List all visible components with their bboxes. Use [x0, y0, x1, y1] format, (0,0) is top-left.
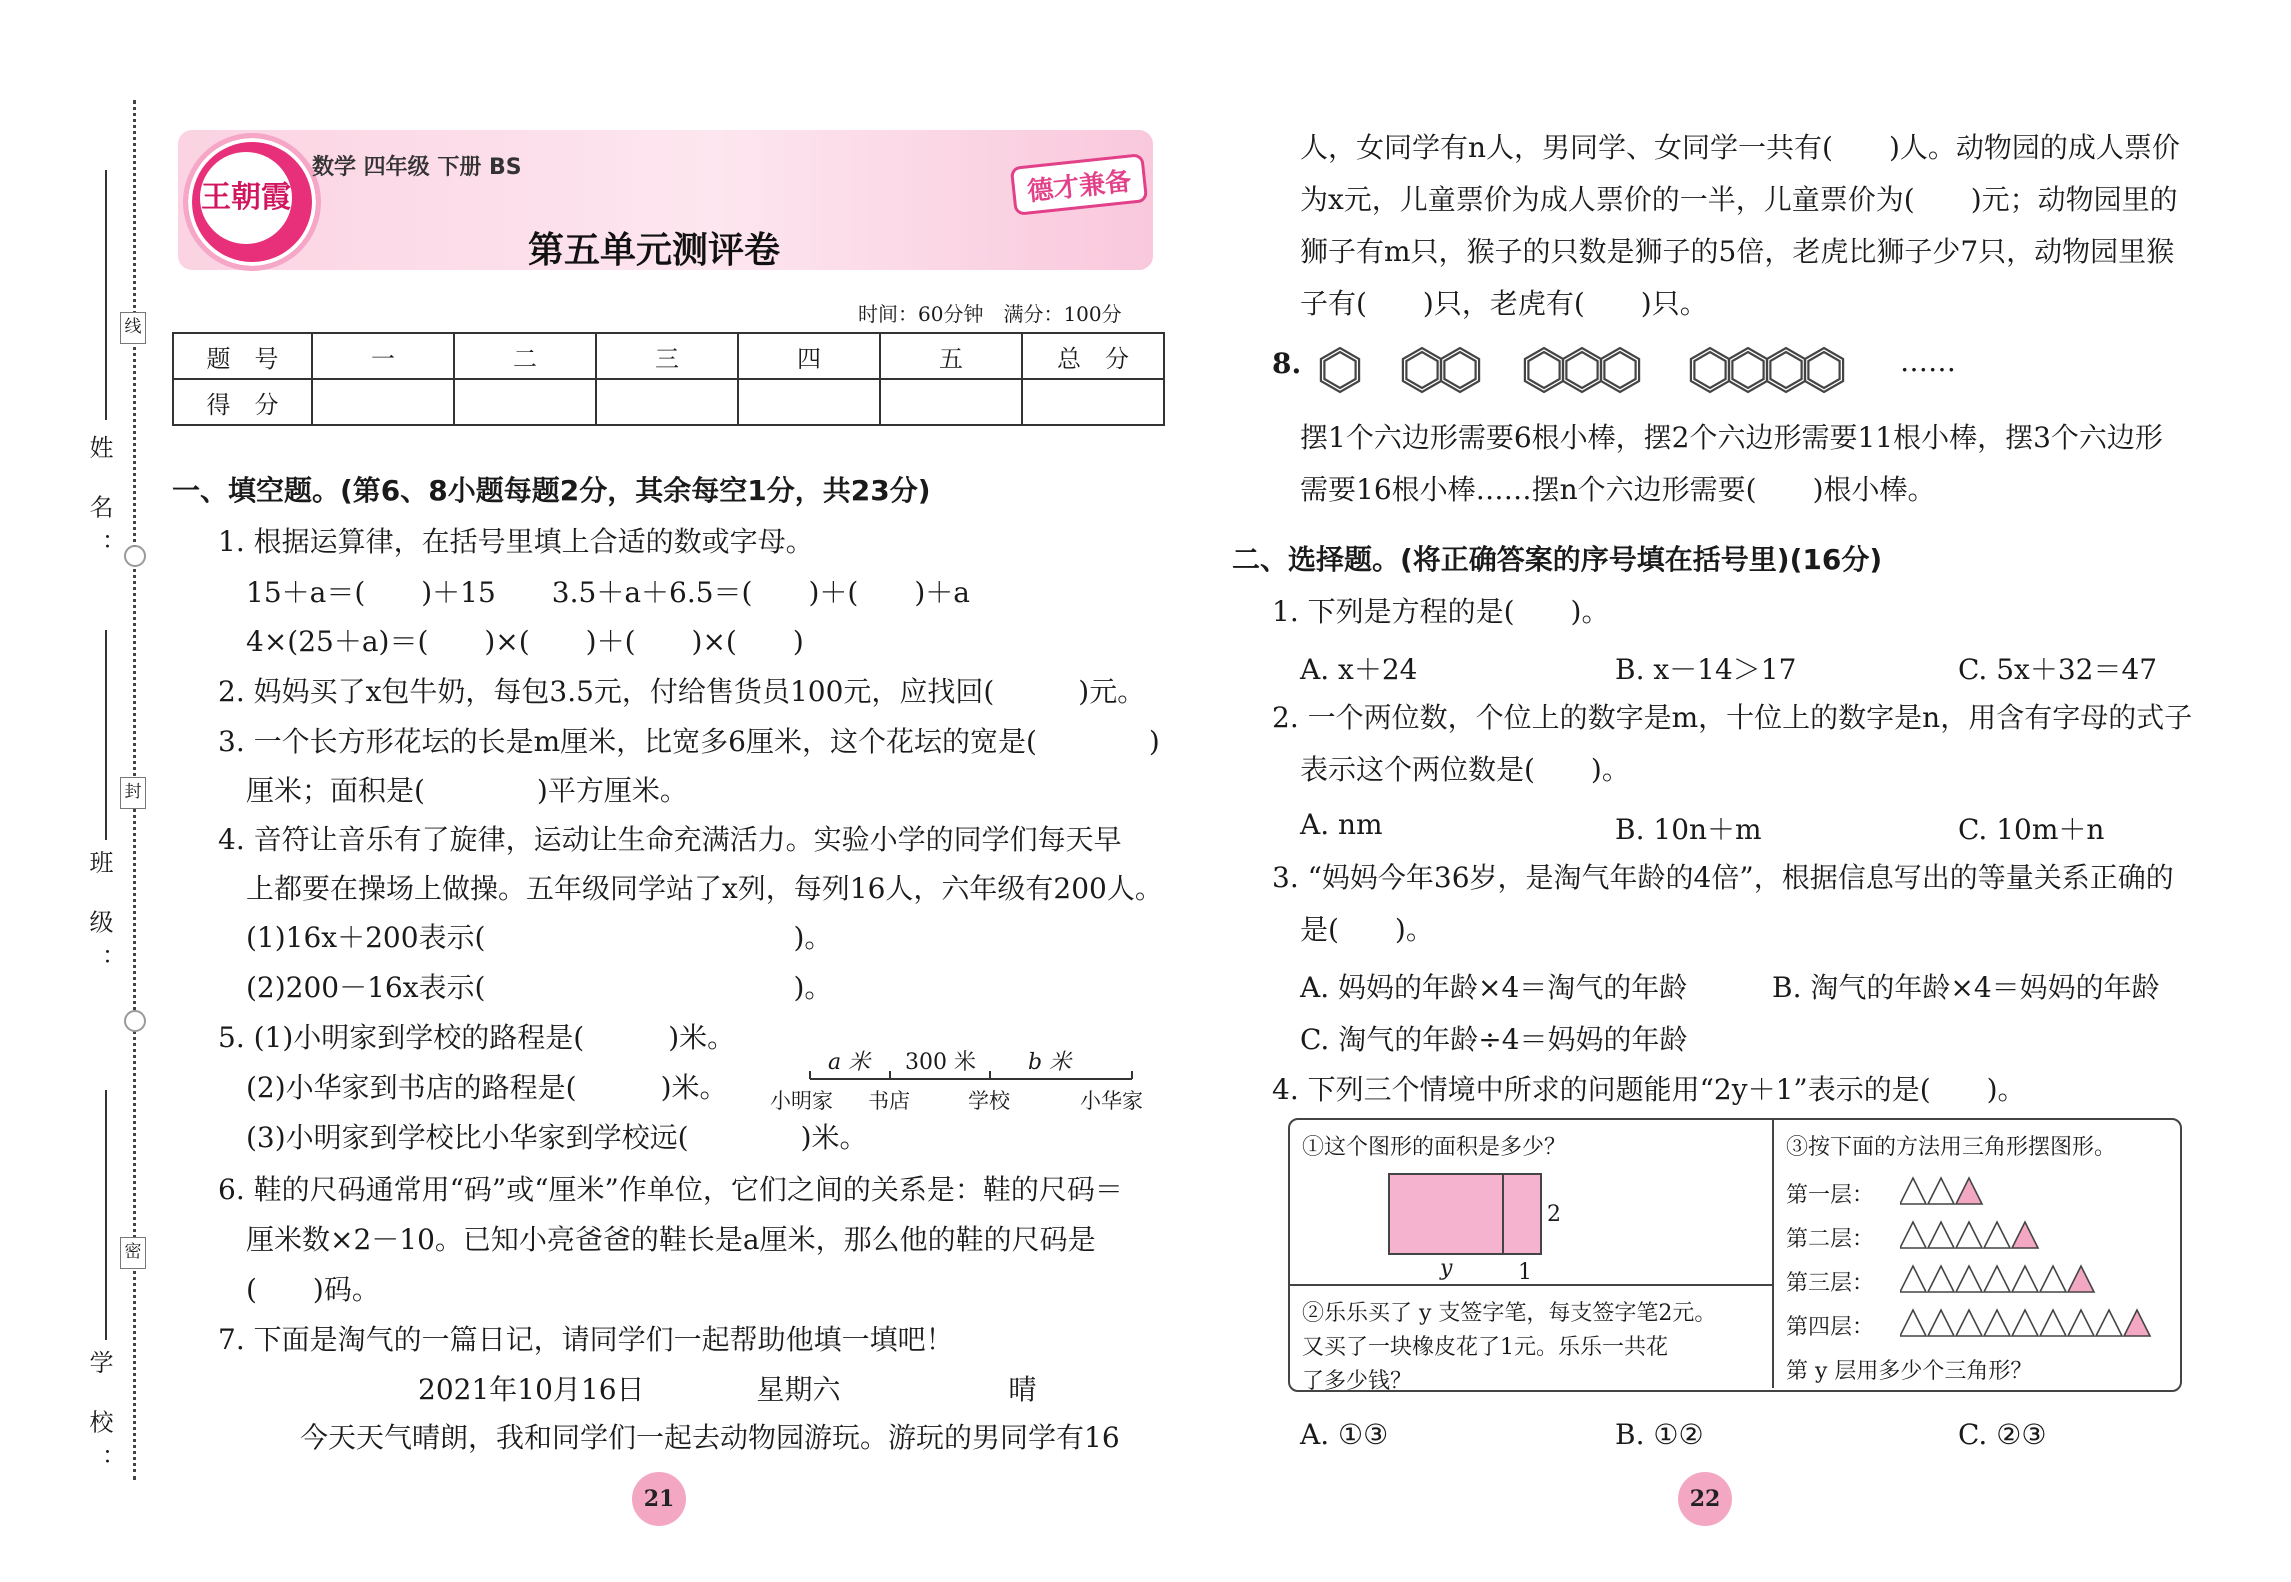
- layer-3-label: 第三层：: [1786, 1271, 1875, 1296]
- hexagon-inner: [1444, 352, 1475, 388]
- c1-stem: 1. 下列是方程的是( )。: [1272, 595, 1610, 628]
- q5-sub-3: (3)小明家到学校比小华家到学校远( )米。: [246, 1121, 868, 1154]
- c1-option-c[interactable]: C. 5x＋32＝47: [1958, 653, 2158, 686]
- section-2-heading: 二、选择题。(将正确答案的序号填在括号里)(16分): [1232, 543, 1883, 576]
- c1-option-a[interactable]: A. x＋24: [1300, 653, 1418, 686]
- class-line: [105, 630, 107, 840]
- box-divider-vertical: [1772, 1120, 1774, 1388]
- score-input-cell[interactable]: [596, 379, 738, 425]
- page-number: 21: [632, 1472, 686, 1526]
- layer-1-label: 第一层：: [1786, 1183, 1875, 1208]
- q2: 2. 妈妈买了x包牛奶，每包3.5元，付给售货员100元，应找回( )元。: [218, 675, 1146, 708]
- hexagon-inner: [1324, 352, 1355, 388]
- school-label: 学 校：: [85, 1350, 113, 1486]
- hexagon-sequence: [1300, 342, 1880, 398]
- triangle: [2012, 1222, 2038, 1248]
- layer-2-label: 第二层：: [1786, 1227, 1875, 1252]
- q6-line-b: 厘米数×2－10。已知小亮爸爸的鞋长是a厘米，那么他的鞋的尺码是: [246, 1223, 1096, 1256]
- table-cell: 题 号: [173, 333, 312, 379]
- hexagon: [1805, 348, 1843, 392]
- table-cell: 二: [454, 333, 596, 379]
- table-cell: 三: [596, 333, 738, 379]
- q5-sub-1: 5. (1)小明家到学校的路程是( )米。: [218, 1021, 736, 1054]
- table-cell: 总 分: [1022, 333, 1164, 379]
- c2-line-a: 2. 一个两位数，个位上的数字是m，十位上的数字是n，用含有字母的式子: [1272, 701, 2193, 734]
- situation-2-line-b: 又买了一块橡皮花了1元。乐乐一共花: [1302, 1335, 1668, 1360]
- school-line: [105, 1090, 107, 1340]
- diary-cont-3: 狮子有m只，猴子的只数是狮子的5倍，老虎比狮子少7只，动物园里猴: [1300, 235, 2175, 268]
- table-cell: 一: [312, 333, 454, 379]
- table-row: [173, 379, 1164, 425]
- hexagon: [1767, 348, 1805, 392]
- hexagon-inner: [1694, 352, 1725, 388]
- situation-2-line-c: 了多少钱？: [1302, 1369, 1413, 1394]
- subject-line: 数学 四年级 下册 BS: [312, 155, 522, 180]
- hexagon: [1403, 348, 1441, 392]
- page-title: 第五单元测评卷: [528, 230, 781, 271]
- binding-ring: [124, 1010, 146, 1032]
- segment-b-label: b 米: [1028, 1050, 1072, 1075]
- tag-feng: 封: [120, 777, 146, 809]
- tag-xian: 线: [120, 312, 146, 344]
- triangle: [1956, 1266, 1982, 1292]
- segment-mid-label: 300 米: [905, 1050, 976, 1075]
- brand-name: 王朝霞: [200, 152, 292, 244]
- c4-option-a[interactable]: A. ①③: [1300, 1418, 1389, 1451]
- place-xiaoming-home: 小明家: [770, 1089, 833, 1113]
- score-input-cell[interactable]: [312, 379, 454, 425]
- q8-line-a: 摆1个六边形需要6根小棒，摆2个六边形需要11根小棒，摆3个六边形: [1300, 421, 2163, 454]
- c2-option-b[interactable]: B. 10n＋m: [1615, 813, 1762, 846]
- hexagon-inner: [1528, 352, 1559, 388]
- tag-mi: 密: [120, 1237, 146, 1269]
- score-input-cell[interactable]: [880, 379, 1022, 425]
- c3-option-a[interactable]: A. 妈妈的年龄×4＝淘气的年龄: [1300, 971, 1688, 1004]
- hexagon: [1441, 348, 1479, 392]
- situation-2-line-a: ②乐乐买了 y 支签字笔，每支签字笔2元。: [1302, 1301, 1717, 1326]
- triangle: [1928, 1266, 1954, 1292]
- c4-option-c[interactable]: C. ②③: [1958, 1418, 2047, 1451]
- q8-number: 8.: [1272, 347, 1302, 380]
- score-input-cell[interactable]: [454, 379, 596, 425]
- triangle: [2096, 1310, 2122, 1336]
- hexagon: [1729, 348, 1767, 392]
- triangle: [1928, 1310, 1954, 1336]
- diary-text: 今天天气晴朗，我和同学们一起去动物园游玩。游玩的男同学有16: [300, 1421, 1120, 1454]
- triangle: [2012, 1310, 2038, 1336]
- q7-stem: 7. 下面是淘气的一篇日记，请同学们一起帮助他填一填吧！: [218, 1323, 954, 1356]
- route-diagram: [770, 1045, 1150, 1113]
- c2-option-c[interactable]: C. 10m＋n: [1958, 813, 2105, 846]
- time-info: 时间：60分钟 满分：100分: [858, 302, 1122, 326]
- c4-option-b[interactable]: B. ①②: [1615, 1418, 1704, 1451]
- c3-line-b: 是( )。: [1300, 913, 1434, 946]
- q5-sub-2: (2)小华家到书店的路程是( )米。: [246, 1071, 728, 1104]
- q3-line-b: 厘米；面积是( )平方厘米。: [246, 774, 688, 807]
- q6-line-c: ( )码。: [246, 1273, 380, 1306]
- triangle: [1928, 1178, 1954, 1204]
- diary-date: 2021年10月16日 星期六 晴: [418, 1373, 1037, 1406]
- hexagon: [1601, 348, 1639, 392]
- rect-1-label: 1: [1518, 1260, 1532, 1285]
- hexagon: [1563, 348, 1601, 392]
- c2-option-a[interactable]: A. nm: [1300, 808, 1383, 841]
- triangle: [1956, 1178, 1982, 1204]
- q4-sub-2: (2)200－16x表示( )。: [246, 971, 833, 1004]
- class-label: 班 级：: [85, 850, 113, 986]
- page-number: 22: [1678, 1472, 1732, 1526]
- triangle: [1984, 1222, 2010, 1248]
- c3-option-c[interactable]: C. 淘气的年龄÷4＝妈妈的年龄: [1300, 1023, 1688, 1056]
- table-row: [173, 333, 1164, 379]
- q4-line-b: 上都要在操场上做操。五年级同学站了x列，每列16人，六年级有200人。: [246, 872, 1163, 905]
- q6-line-a: 6. 鞋的尺码通常用“码”或“厘米”作单位，它们之间的关系是：鞋的尺码＝: [218, 1173, 1123, 1206]
- ellipsis: ……: [1900, 345, 1956, 378]
- q1-line-a: 15＋a＝( )＋15 3.5＋a＋6.5＝( )＋( )＋a: [246, 576, 970, 609]
- triangle: [2040, 1310, 2066, 1336]
- c1-option-b[interactable]: B. x－14＞17: [1615, 653, 1797, 686]
- hexagon-inner: [1406, 352, 1437, 388]
- c3-option-b[interactable]: B. 淘气的年龄×4＝妈妈的年龄: [1772, 971, 2160, 1004]
- triangle: [2068, 1266, 2094, 1292]
- score-table: [172, 332, 1165, 426]
- place-xiaohua-home: 小华家: [1080, 1089, 1143, 1113]
- triangle: [1956, 1222, 1982, 1248]
- triangle-pattern: [1900, 1172, 2200, 1352]
- q8-line-b: 需要16根小棒……摆n个六边形需要( )根小棒。: [1300, 473, 1936, 506]
- q1-stem: 1. 根据运算律，在括号里填上合适的数或字母。: [218, 525, 814, 558]
- place-school: 学校: [968, 1089, 1010, 1113]
- score-input-cell[interactable]: [1022, 379, 1164, 425]
- c3-line-a: 3. “妈妈今年36岁，是淘气年龄的4倍”，根据信息写出的等量关系正确的: [1272, 861, 2174, 894]
- q4-sub-1: (1)16x＋200表示( )。: [246, 921, 833, 954]
- diary-cont-4: 子有( )只，老虎有( )只。: [1300, 287, 1708, 320]
- q1-line-b: 4×(25＋a)＝( )×( )＋( )×( ): [246, 625, 804, 658]
- segment-a-label: a 米: [828, 1050, 871, 1075]
- diary-cont-2: 为x元，儿童票价为成人票价的一半，儿童票价为( )元；动物园里的: [1300, 183, 2178, 216]
- q3-line-a: 3. 一个长方形花坛的长是m厘米，比宽多6厘米，这个花坛的宽是( ): [218, 725, 1160, 758]
- triangle: [2124, 1310, 2150, 1336]
- binding-ring: [124, 545, 146, 567]
- situation-1: ①这个图形的面积是多少？: [1302, 1135, 1567, 1160]
- rect-height-label: 2: [1547, 1202, 1561, 1227]
- triangle: [1900, 1222, 1926, 1248]
- hexagon-inner: [1732, 352, 1763, 388]
- binding-strip: [0, 0, 150, 1582]
- triangle: [1900, 1310, 1926, 1336]
- situation-3: ③按下面的方法用三角形摆图形。: [1786, 1135, 2117, 1160]
- triangle: [1900, 1266, 1926, 1292]
- triangle: [1900, 1178, 1926, 1204]
- triangle: [2040, 1266, 2066, 1292]
- table-cell: 得 分: [173, 379, 312, 425]
- triangle: [2068, 1310, 2094, 1336]
- section-1-heading: 一、填空题。(第6、8小题每题2分，其余每空1分，共23分): [172, 474, 931, 507]
- c2-line-b: 表示这个两位数是( )。: [1300, 753, 1630, 786]
- hexagon: [1525, 348, 1563, 392]
- motto-badge: 德才兼备: [1010, 153, 1148, 216]
- place-bookstore: 书店: [868, 1089, 910, 1113]
- hexagon-inner: [1566, 352, 1597, 388]
- hexagon-inner: [1604, 352, 1635, 388]
- triangle: [2012, 1266, 2038, 1292]
- triangle: [1984, 1310, 2010, 1336]
- triangle: [1928, 1222, 1954, 1248]
- triangle: [1984, 1266, 2010, 1292]
- name-line: [105, 170, 107, 420]
- layer-4-label: 第四层：: [1786, 1315, 1875, 1340]
- hexagon-inner: [1770, 352, 1801, 388]
- table-cell: 五: [880, 333, 1022, 379]
- triangle: [1956, 1310, 1982, 1336]
- rectangle-figure: [1385, 1170, 1565, 1260]
- hexagon-inner: [1808, 352, 1839, 388]
- situation-3-question: 第 y 层用多少个三角形？: [1786, 1359, 2033, 1384]
- table-cell: 四: [738, 333, 880, 379]
- hexagon: [1321, 348, 1359, 392]
- c4-stem: 4. 下列三个情境中所求的问题能用“2y＋1”表示的是( )。: [1272, 1073, 2026, 1106]
- q4-line-a: 4. 音符让音乐有了旋律，运动让生命充满活力。实验小学的同学们每天早: [218, 823, 1122, 856]
- hexagon: [1691, 348, 1729, 392]
- score-input-cell[interactable]: [738, 379, 880, 425]
- name-label: 姓 名：: [85, 435, 113, 571]
- diary-cont-1: 人，女同学有n人，男同学、女同学一共有( )人。动物园的成人票价: [1300, 131, 2180, 164]
- rect-y-label: y: [1440, 1256, 1453, 1281]
